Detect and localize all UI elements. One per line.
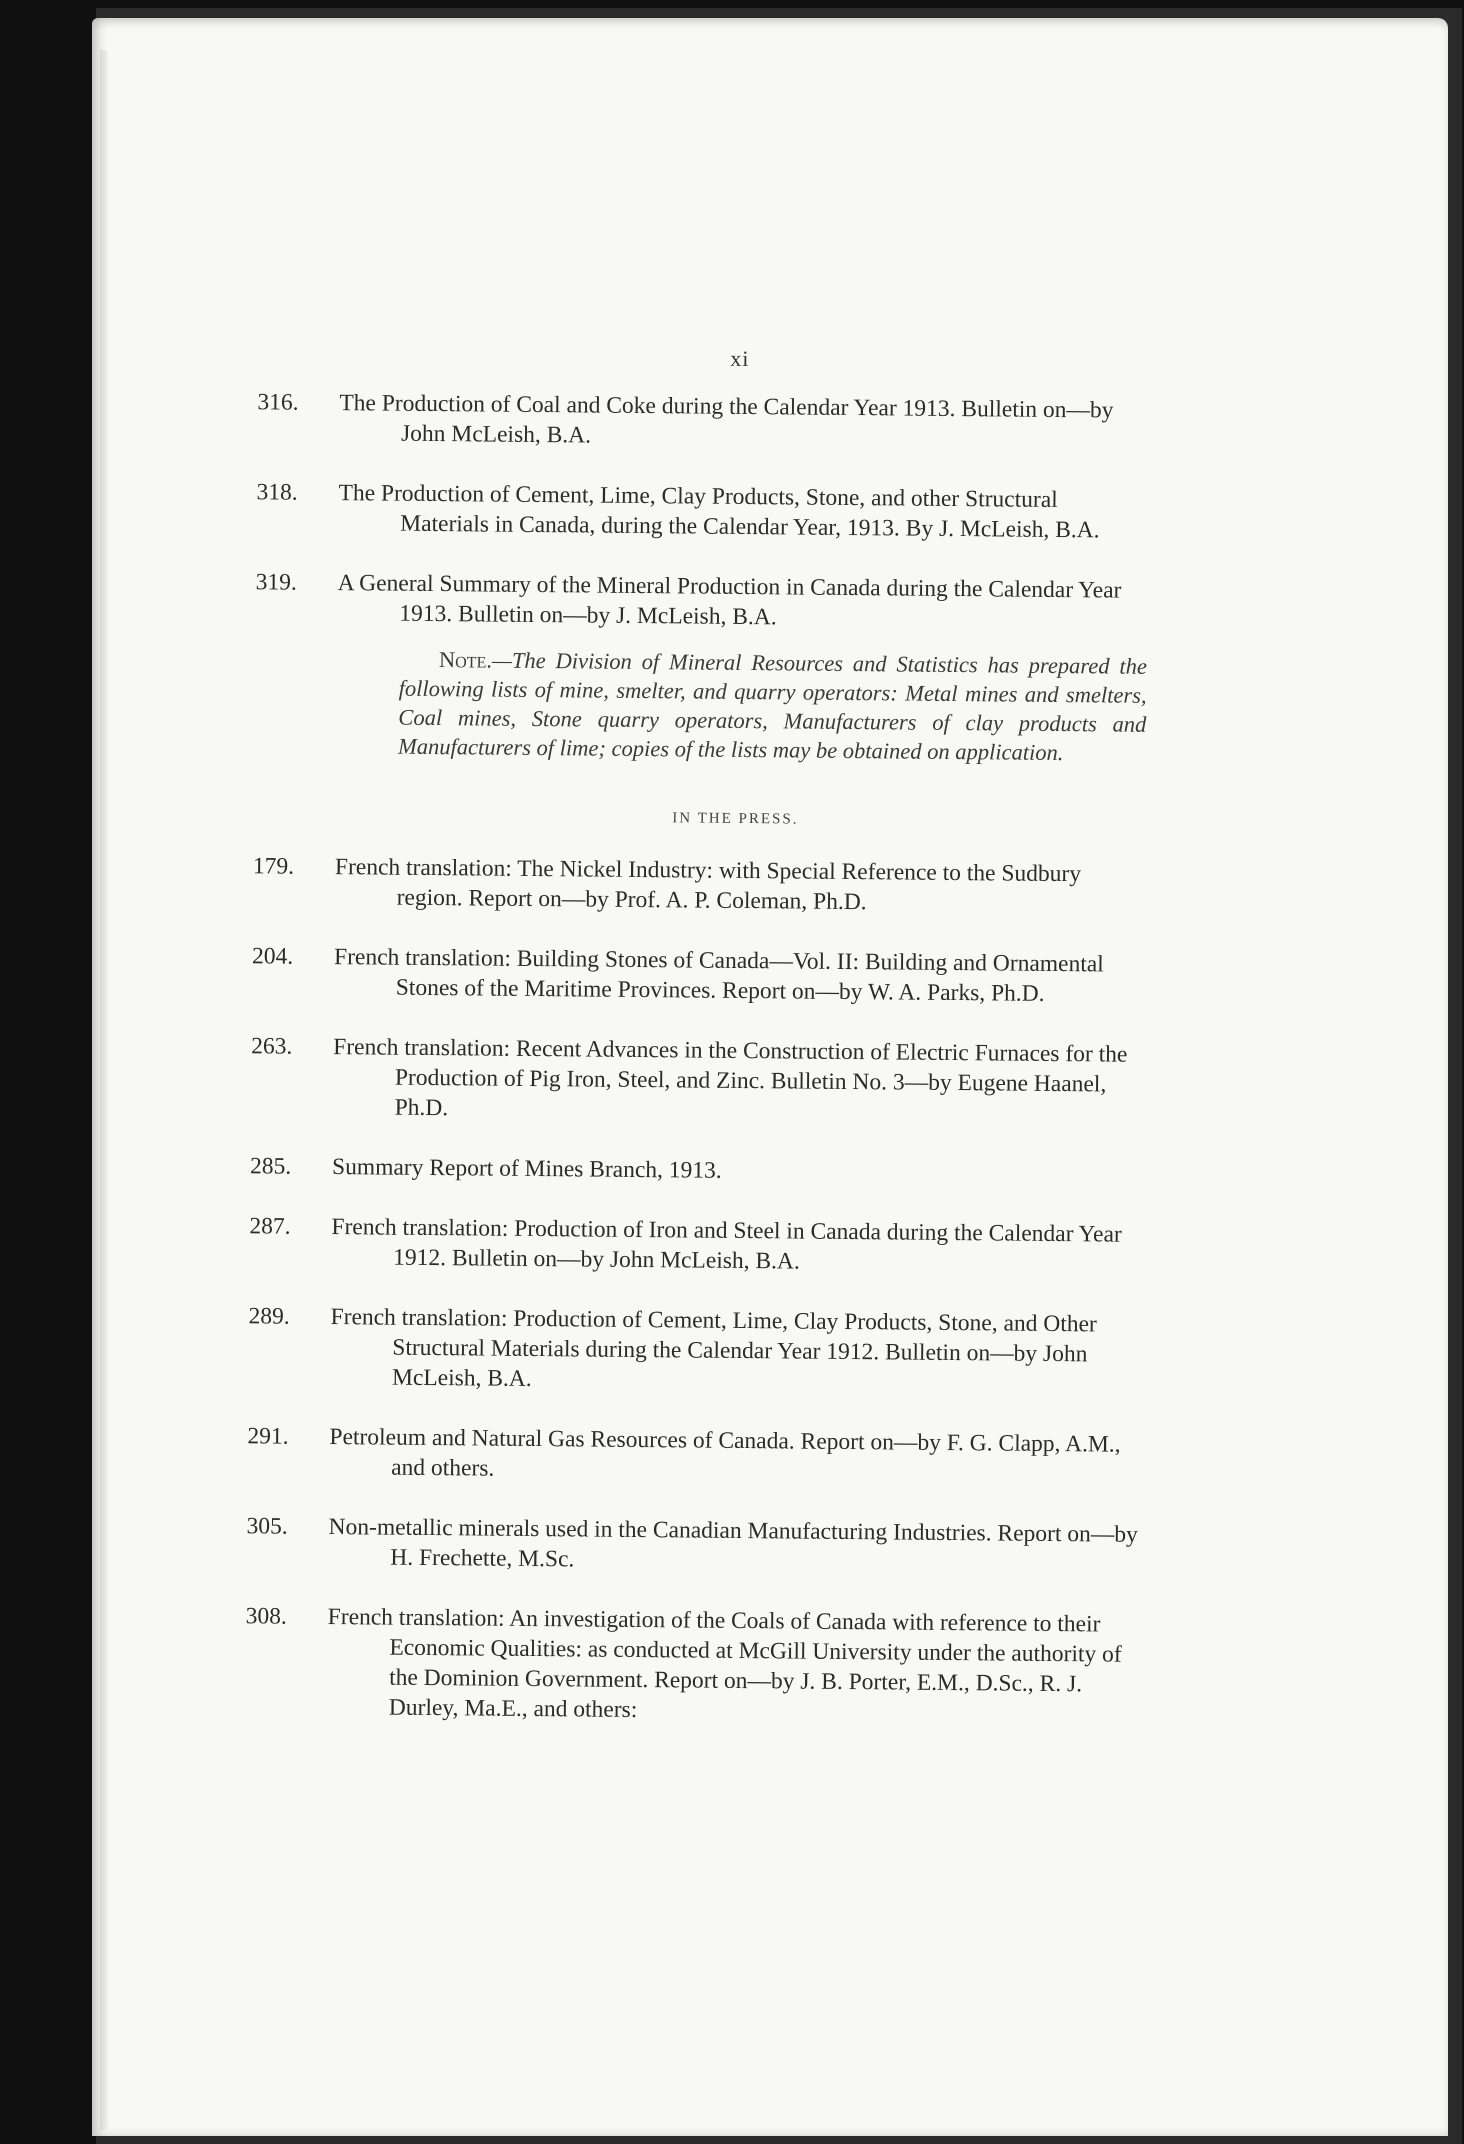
section-heading: IN THE PRESS.	[672, 810, 799, 828]
entry-text: French translation: An investigation of the Coals of Canada with reference to their Economic Qualities: as conducted at McGill University under the authority of the Dominion Government. Report on—by J. B. Porter, E.M., D.Sc., R. J. Durley, Ma.E., and others:	[327, 1604, 1122, 1724]
list-item	[324, 942, 1145, 1010]
entry-text: French translation: Recent Advances in the Construction of Electric Furnaces for the Production of Pig Iron, Steel, and Zinc. Bulletin No. 3—by Eugene Haanel, Ph.D.	[333, 1034, 1128, 1122]
entry-text: French translation: Production of Cement, Lime, Clay Products, Stone, and Other Structural Materials during the Calendar Year 1912. Bulletin on—by John McLeish, B.A.	[330, 1304, 1097, 1392]
list-item	[321, 1212, 1142, 1280]
list-item	[322, 1032, 1143, 1130]
page-content	[316, 340, 1150, 1760]
entry-text: Summary Report of Mines Branch, 1913.	[331, 1154, 722, 1184]
entries-top	[327, 388, 1149, 636]
page-binding-edge	[100, 50, 108, 2130]
page-folio: xi	[730, 345, 750, 372]
list-item	[322, 1152, 1142, 1190]
entry-text: Petroleum and Natural Gas Resources of Canada. Report on—by F. G. Clapp, A.M., and others.	[329, 1424, 1121, 1482]
entry-text: French translation: The Nickel Industry: with Special Reference to the Sudbury region. Report on—by Prof. A. P. Coleman, Ph.D.	[334, 854, 1082, 916]
note-label: Note.	[438, 647, 493, 673]
entry-text: Non-metallic minerals used in the Canadian Manufacturing Industries. Report on—by H. Frechette, M.Sc.	[328, 1514, 1138, 1573]
entry-text: French translation: Building Stones of Canada—Vol. II: Building and Ornamental Stones of the Maritime Provinces. Report on—by W. A. Parks, Ph.D.	[333, 944, 1104, 1007]
list-item	[319, 1422, 1140, 1490]
entries-press	[317, 852, 1145, 1730]
list-item	[329, 388, 1150, 456]
list-item	[327, 568, 1148, 636]
entry-text: The Production of Cement, Lime, Clay Products, Stone, and other Structural Materials in Canada, during the Calendar Year, 1913. By J. McLeish, B.A.	[338, 480, 1100, 544]
list-item	[317, 1602, 1138, 1730]
entry-text: The Production of Coal and Coke during the Calendar Year 1913. Bulletin on—by John McLeish, B.A.	[339, 390, 1114, 449]
list-item	[328, 478, 1149, 546]
entry-text: A General Summary of the Mineral Production in Canada during the Calendar Year 1913. Bulletin on—by J. McLeish, B.A.	[337, 570, 1122, 631]
list-item	[318, 1512, 1139, 1580]
list-item	[320, 1302, 1141, 1400]
list-item	[325, 852, 1146, 920]
note-text: —The Division of Mineral Resources and Statistics has prepared the following lists of mine, smelter, and quarry operators: Metal mines and smelters, Coal mines, Stone quarry operators, Manufacturers of clay products and Manufacturers of lime; copies of the lists may be obtained on application.	[397, 647, 1148, 766]
entry-text: French translation: Production of Iron and Steel in Canada during the Calendar Year 1912. Bulletin on—by John McLeish, B.A.	[331, 1214, 1122, 1275]
note-paragraph	[398, 645, 1147, 768]
